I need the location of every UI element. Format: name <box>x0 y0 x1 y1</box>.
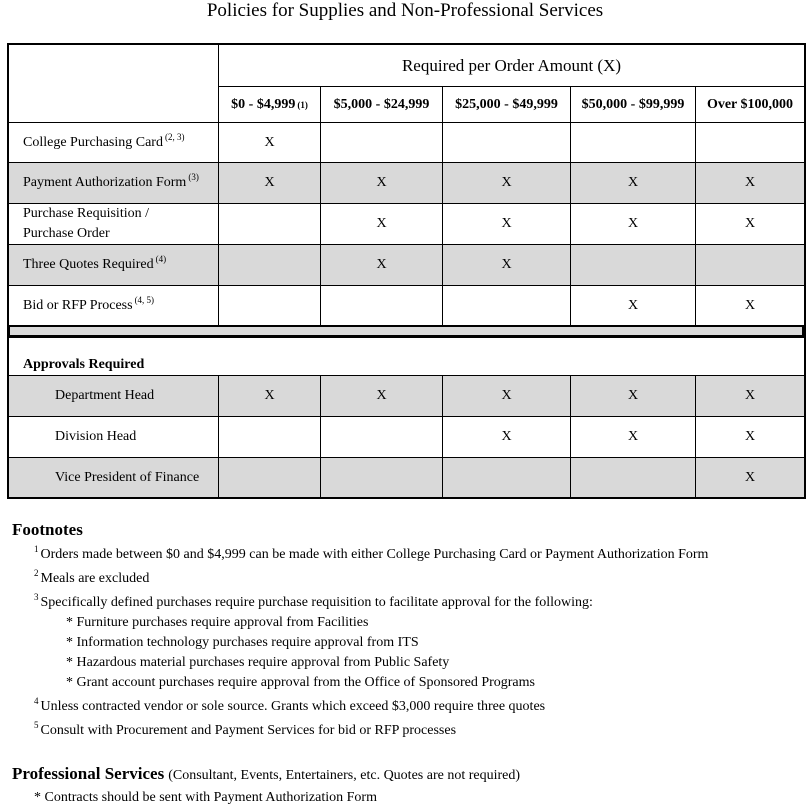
footnote-number: 5 <box>34 720 39 731</box>
approval-label-text: Vice President of Finance <box>55 469 200 485</box>
mark-cell-text: X <box>501 216 512 231</box>
row-footnote-ref: (3) <box>188 172 199 183</box>
footnote-subitem: * Hazardous material purchases require approval from Public Safety <box>66 655 450 670</box>
mark-cell-text: X <box>376 216 387 231</box>
mark-cell-text: X <box>264 175 275 190</box>
professional-services-title: Professional Services <box>12 764 165 783</box>
mark-cell-text: X <box>376 257 387 272</box>
mark-cell-text: X <box>627 216 639 231</box>
row-label-line: Three Quotes Required <box>23 257 154 272</box>
row-footnote-ref: (4, 5) <box>134 294 155 305</box>
footnote-text: Meals are excluded <box>40 571 150 586</box>
mark-cell-text: X <box>264 134 275 150</box>
column-header-2-text: $25,000 - $49,999 <box>455 96 558 112</box>
column-header-4-text: Over $100,000 <box>706 96 794 112</box>
mark-cell-text: X <box>744 175 756 190</box>
footnote-item <box>34 568 150 587</box>
mark-cell-text: X <box>744 429 756 444</box>
footnote-item <box>34 592 593 611</box>
mark-cell-text: X <box>501 175 512 190</box>
footnote-number: 1 <box>34 544 39 555</box>
mark-cell-text: X <box>627 388 639 403</box>
approvals-header-text: Approvals Required <box>23 357 145 372</box>
mark-cell-text: X <box>501 257 512 272</box>
footnote-text: Unless contracted vendor or sole source. Grants which exceed $3,000 require three quotes <box>40 699 546 714</box>
row-footnote-ref: (4) <box>155 254 167 265</box>
mark-cell-text: X <box>744 216 756 231</box>
mark-cell-text: X <box>376 388 387 403</box>
approval-label-text: Department Head <box>55 388 155 403</box>
professional-services-subtitle: (Consultant, Events, Entertainers, etc. Quotes are not required) <box>168 768 521 783</box>
footnote-text: Orders made between $0 and $4,999 can be made with either College Purchasing Card or Payment Authorization Form <box>40 547 709 562</box>
footnotes-title: Footnotes <box>12 520 83 539</box>
approval-label-text: Division Head <box>55 429 137 444</box>
footnote-number: 3 <box>34 592 39 603</box>
row-label-line: Purchase Order <box>23 226 110 241</box>
row-footnote-ref: (2, 3) <box>164 131 185 142</box>
footnote-text: Consult with Procurement and Payment Services for bid or RFP processes <box>40 723 457 738</box>
footnote-subitem: * Information technology purchases require approval from ITS <box>66 635 419 650</box>
footnote-subitem: * Furniture purchases require approval from Facilities <box>66 615 369 630</box>
column-header-3-text: $50,000 - $99,999 <box>581 96 685 112</box>
row-label-line: Bid or RFP Process <box>23 297 133 313</box>
footnote-item <box>34 720 457 739</box>
footnote-number: 4 <box>34 696 39 707</box>
group-header-text: Required per Order Amount (X) <box>401 55 622 75</box>
mark-cell-text: X <box>627 429 639 444</box>
professional-services-note: * Contracts should be sent with Payment Authorization Form <box>34 790 377 805</box>
mark-cell-text: X <box>744 388 756 403</box>
footnote-subitem: * Grant account purchases require approval from the Office of Sponsored Programs <box>66 675 535 690</box>
row-label-line: Payment Authorization Form <box>23 175 187 190</box>
footnote-number: 2 <box>34 568 39 579</box>
page-title: Policies for Supplies and Non-Professional Services <box>206 0 604 21</box>
mark-cell-text: X <box>264 388 275 403</box>
table-border <box>7 43 806 499</box>
footnote-text: Specifically defined purchases require purchase requisition to facilitate approval for the following: <box>40 595 593 610</box>
mark-cell-text: X <box>627 175 639 190</box>
footnote-item <box>34 696 546 715</box>
column-header-0: $0 - $4,999 (1) <box>218 86 321 123</box>
mark-cell-text: X <box>744 469 756 485</box>
row-label-line: Purchase Requisition / <box>23 206 149 221</box>
column-header-1-text: $5,000 - $24,999 <box>333 96 430 112</box>
professional-services <box>12 764 520 784</box>
mark-cell-text: X <box>501 388 512 403</box>
mark-cell-text: X <box>627 297 639 313</box>
mark-cell-text: X <box>744 297 756 313</box>
mark-cell-text: X <box>376 175 387 190</box>
row-label-line: College Purchasing Card <box>23 134 163 150</box>
footnote-item <box>34 544 709 563</box>
mark-cell-text: X <box>501 429 512 444</box>
column-header-0-text: $0 - $4,999 <box>231 96 296 112</box>
